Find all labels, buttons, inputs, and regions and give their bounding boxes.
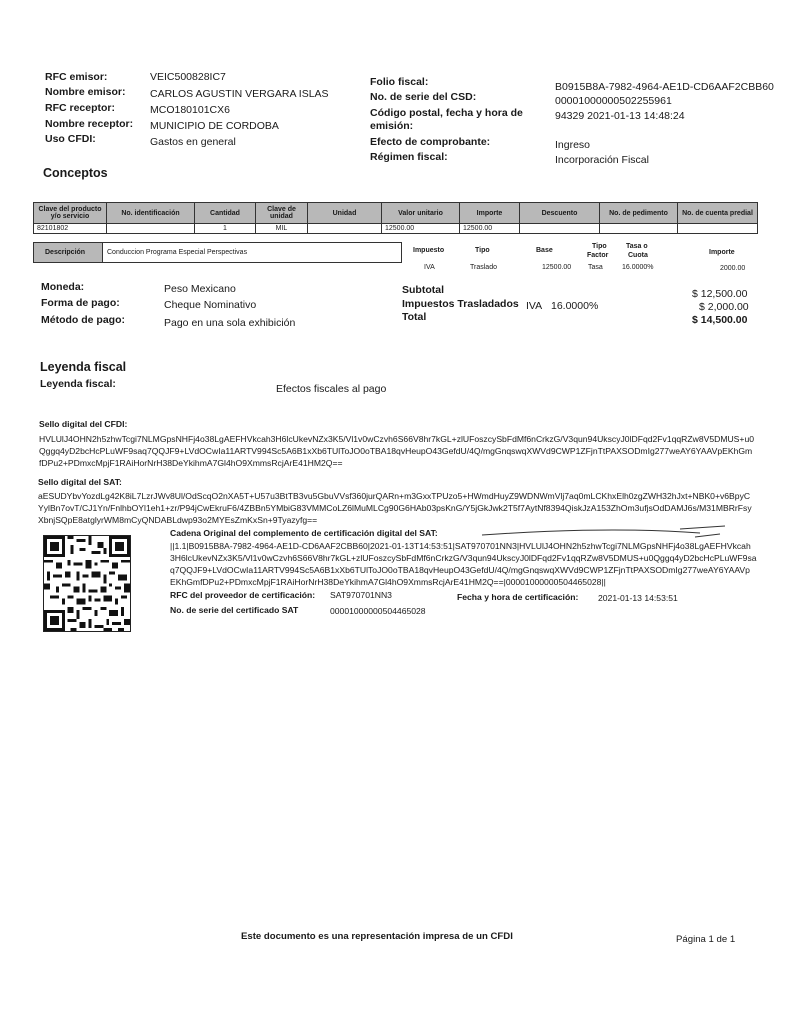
descripcion: Conduccion Programa Especial Perspectivas xyxy=(107,249,248,256)
cell-no-identificacion xyxy=(107,224,195,234)
conceptos-header-row xyxy=(34,203,758,224)
imp-tipo: Traslado xyxy=(470,264,497,271)
imp-header-tasa-2: Cuota xyxy=(628,252,648,259)
cell-valor-unitario: 12500.00 xyxy=(382,224,460,234)
rfc-proveedor: SAT970701NN3 xyxy=(330,590,392,600)
cp-fecha-value: 94329 2021-01-13 14:48:24 xyxy=(555,110,685,122)
metodo-pago: Pago en una sola exhibición xyxy=(164,317,296,329)
moneda: Peso Mexicano xyxy=(164,283,236,295)
imp-header-tipo-factor-1: Tipo xyxy=(592,243,607,250)
qr-code-icon xyxy=(44,536,130,631)
table-row xyxy=(34,224,758,234)
header-importe: Importe xyxy=(460,203,520,224)
imp-header-base: Base xyxy=(536,247,553,254)
rfc-emisor: VEIC500828IC7 xyxy=(150,71,226,83)
imp-header-importe: Importe xyxy=(709,249,735,256)
regimen-label: Régimen fiscal: xyxy=(370,151,448,163)
header-valor-unitario: Valor unitario xyxy=(382,203,460,224)
efecto-label: Efecto de comprobante: xyxy=(370,136,491,148)
header-no-pedimento: No. de pedimento xyxy=(600,203,678,224)
sello-sat-label: Sello digital del SAT: xyxy=(38,477,122,487)
header-no-identificacion: No. identificación xyxy=(107,203,195,224)
header-clave-producto: Clave del producto y/o servicio xyxy=(34,203,107,224)
cadena-line4: EKhGmfDPu2+PDmxcMpjF1RAiHorNrH38DeYkihmA7Gl4hO9XmmsRcjArE41HM2Q==|00001000000504465028|| xyxy=(170,577,606,587)
cell-clave: 82101802 xyxy=(34,224,107,234)
imp-header-impuesto: Impuesto xyxy=(413,247,445,254)
sello-cfdi-label: Sello digital del CFDI: xyxy=(39,419,128,429)
page-number: Página 1 de 1 xyxy=(676,934,736,945)
cell-clave-unidad: MIL xyxy=(256,224,308,234)
cp-fecha-label-2: emisión: xyxy=(370,120,414,132)
efecto: Ingreso xyxy=(555,139,591,151)
nombre-receptor-label: Nombre receptor: xyxy=(45,118,134,130)
cell-unidad xyxy=(308,224,382,234)
rfc-proveedor-label: RFC del proveedor de certificación: xyxy=(170,590,316,600)
cell-cantidad: 1 xyxy=(195,224,256,234)
rfc-receptor: MCO180101CX6 xyxy=(150,104,230,116)
folio-fiscal-label: Folio fiscal: xyxy=(370,76,429,88)
footer-note: Este documento es una representación impresa de un CFDI xyxy=(241,931,513,942)
cadena-line1: ||1.1|B0915B8A-7982-4964-AE1D-CD6AAF2CBB60|2021-01-13T14:53:51|SAT970701NN3|HVLUlJ4OHN2h5zhwTcgi7NLMGpsNHFj4o38LgAEFHVkcah xyxy=(170,541,751,551)
rfc-receptor-label: RFC receptor: xyxy=(45,102,116,114)
forma-pago-label: Forma de pago: xyxy=(41,297,120,309)
header-cuenta-predial: No. de cuenta predial xyxy=(678,203,758,224)
sello-cfdi-line1: HVLUlJ4OHN2h5zhwTcgi7NLMGpsNHFj4o38LgAEFHVkcah3H6lcUkevNZx3K5/Vl1v0wCzvh6S66V8hr7kGL+zlUFoszcySbFdMf6nCrkzG/V3qun94UkscyJ0lDFqd2Fv1qqRZw8V5DMUS+u0 xyxy=(39,434,754,444)
impuestos-tasa: 16.0000% xyxy=(551,300,599,312)
header-clave-unidad: Clave de unidad xyxy=(256,203,308,224)
conceptos-title: Conceptos xyxy=(43,166,108,180)
serie-certificado-label: No. de serie del certificado SAT xyxy=(170,605,299,615)
header-cantidad: Cantidad xyxy=(195,203,256,224)
cadena-line3: q7QQJF9+LVdOCwIa11ARTV994Sc5A6B1xXb6TUlToJO0oTBA18qvHeupO43GefdU/4Q/mgGnqswqXWVd9CWP1ZFjnTtPAXSODmIg277weAY6YAAVp xyxy=(170,565,750,575)
imp-impuesto: IVA xyxy=(424,264,435,271)
header-unidad: Unidad xyxy=(308,203,382,224)
conceptos-table xyxy=(33,202,758,234)
leyenda-title: Leyenda fiscal xyxy=(40,360,127,374)
nombre-emisor-label: Nombre emisor: xyxy=(45,86,126,98)
total: $ 14,500.00 xyxy=(692,314,748,326)
imp-importe: 2000.00 xyxy=(720,265,746,272)
nombre-receptor: MUNICIPIO DE CORDOBA xyxy=(150,120,279,132)
imp-header-tipo-factor-2: Factor xyxy=(587,252,609,259)
cadena-line2: 3H6lcUkevNZx3K5/Vl1v0wCzvh6S66V8hr7kGL+zlUFoszcySbFdMf6nCrkzG/V3qun94UkscyJ0lDFqd2Fv1qqRZw8V5DMUS+u0Qggq4yD2bcHcPLuWF9sa xyxy=(170,553,757,563)
fecha-certificacion: 2021-01-13 14:53:51 xyxy=(598,593,678,603)
imp-header-tipo: Tipo xyxy=(475,247,490,254)
regimen: Incorporación Fiscal xyxy=(555,154,649,166)
uso-cfdi-label: Uso CFDI: xyxy=(45,133,96,145)
serie-csd-label: No. de serie del CSD: xyxy=(370,91,477,103)
descripcion-label: Descripción xyxy=(45,249,86,256)
cell-descuento xyxy=(520,224,600,234)
qr-code-image xyxy=(43,535,131,632)
cadena-label: Cadena Original del complemento de certificación digital del SAT: xyxy=(170,528,438,538)
serie-csd: 00001000000502255961 xyxy=(555,95,672,107)
moneda-label: Moneda: xyxy=(41,281,85,293)
impuestos-tipo: IVA xyxy=(526,300,543,312)
sello-cfdi-line3: fDPu2+PDmxcMpjF1RAiHorNrH38DeYkihmA7Gl4hO9XmmsRcjArE41HM2Q== xyxy=(39,458,343,468)
impuestos-label: Impuestos Trasladados xyxy=(402,298,519,310)
serie-certificado: 00001000000504465028 xyxy=(330,606,426,616)
total-label: Total xyxy=(402,311,427,323)
fecha-certificacion-label: Fecha y hora de certificación: xyxy=(457,592,579,602)
rfc-emisor-label: RFC emisor: xyxy=(45,71,108,83)
impuestos: $ 2,000.00 xyxy=(699,301,749,313)
nombre-emisor: CARLOS AGUSTIN VERGARA ISLAS xyxy=(150,88,329,100)
sello-sat-line3: XbnjSQpE8atglyrWM8mCyQNDABLdwp93o2MYEsZmKxSn+9Tyazyfg== xyxy=(38,515,318,525)
subtotal-label: Subtotal xyxy=(402,284,444,296)
leyenda-label: Leyenda fiscal: xyxy=(40,378,116,390)
folio-fiscal: B0915B8A-7982-4964-AE1D-CD6AAF2CBB60 xyxy=(555,81,774,93)
cell-importe: 12500.00 xyxy=(460,224,520,234)
forma-pago: Cheque Nominativo xyxy=(164,299,257,311)
cp-fecha-label-1: Código postal, fecha y hora de xyxy=(370,107,523,119)
sello-sat-line1: aESUDYbvYozdLg42K8iL7LzrJWv8Ul/OdScqO2nXA5T+U57u3BtTB3vu5GbuVVsf360jurQARn+m3GxxTPUzo5+HWmdHuyZ9WDNWmVlj7aq0mLCKhxElh0zgZWH32hJxt+NBK0+v6BpyC xyxy=(38,491,751,501)
leyenda-value: Efectos fiscales al pago xyxy=(276,383,387,395)
imp-header-tasa-1: Tasa o xyxy=(626,243,648,250)
subtotal: $ 12,500.00 xyxy=(692,288,748,300)
imp-tipo-factor: Tasa xyxy=(588,264,603,271)
metodo-pago-label: Método de pago: xyxy=(41,314,125,326)
uso-cfdi: Gastos en general xyxy=(150,136,236,148)
sello-cfdi-line2: Qggq4yD2bcHcPLuWF9saq7QQJF9+LVdOCwIa11ARTV994Sc5A6B1xXb6TUlToJO0oTBA18qvHeupO43GefdU/4Q/mgGnqswqXWVd9CWP1ZFjnTtPAXSODmIg277weAY6YAAVpEKhGm xyxy=(39,446,753,456)
sello-sat-line2: YylBn7ovT/CJ1Yn/FnlhbOYl1eh1+zr/P94jCwEkruF6/4ZBBn5YMbiG83VMMCoLZ6lMuMLCg90G6HAb03psKnG/Y5jGkJwk2T5f7AytNf8394QiskJzA153ZhOm3ufjsOdDAMJ6s/M31MBRrFsy xyxy=(38,503,752,513)
imp-tasa: 16.0000% xyxy=(622,264,654,271)
cell-pedimento xyxy=(600,224,678,234)
imp-base: 12500.00 xyxy=(542,264,572,271)
cell-cuenta-predial xyxy=(678,224,758,234)
header-descuento: Descuento xyxy=(520,203,600,224)
